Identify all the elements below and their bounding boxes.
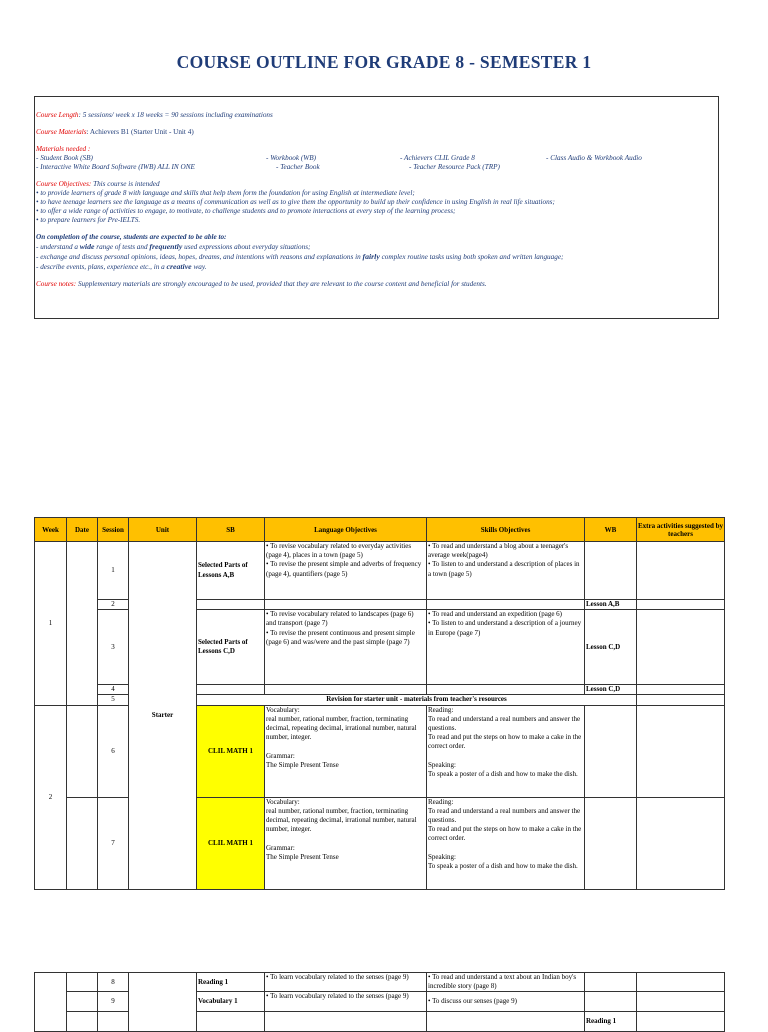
session-cell: 8 — [98, 973, 129, 992]
header-language-objectives: Language Objectives — [265, 518, 427, 542]
skills-objectives-cell: • To read and understand a text about an Indian boy's incredible story (page 8) — [427, 973, 585, 992]
sb-cell — [197, 600, 265, 610]
skills-objectives-cell: Reading: To read and understand a real numbers and answer the questions. To read and put the steps on how to make a cake in the correct order. Speaking: To speak a poster of a dish and how to make the dish. — [427, 797, 585, 889]
wb-cell — [585, 973, 637, 992]
course-notes-text: Supplementary materials are strongly encouraged to be used, provided that they are relevant to the course content and beneficial for students. — [76, 280, 487, 288]
date-cell — [67, 542, 98, 706]
extra-cell — [637, 542, 725, 600]
material-item: - Achievers CLIL Grade 8 — [400, 154, 475, 162]
objective-item: • to prepare learners for Pre-IELTS. — [36, 216, 141, 224]
sb-cell: Selected Parts of Lessons A,B — [197, 542, 265, 600]
language-objectives-cell: Vocabulary: real number, rational number, fraction, terminating decimal, repeating decimal, irrational number, natural number, integer. Grammar: The Simple Present Tense — [265, 705, 427, 797]
extra-cell — [637, 610, 725, 685]
course-objectives: Course Objectives: This course is intended — [36, 180, 160, 188]
wb-cell — [585, 705, 637, 797]
completion-item: - exchange and discuss personal opinions, ideas, hopes, dreams, and intentions with reasons and explanations in fairly complex routine tasks using both spoken and written language; — [36, 252, 564, 261]
extra-cell — [637, 685, 725, 695]
table-row — [35, 973, 725, 992]
session-cell: 4 — [98, 685, 129, 695]
wb-cell: Lesson C,D — [585, 610, 637, 685]
course-materials-label: Course Materials — [36, 128, 87, 136]
extra-cell — [637, 973, 725, 992]
wb-cell — [585, 992, 637, 1012]
date-cell — [67, 992, 98, 1012]
skills-objectives-cell: • To read and understand an expedition (page 6) • To listen to and understand a description of a journey in Europe (page 7) — [427, 610, 585, 685]
material-item: - Student Book (SB) — [36, 154, 93, 162]
language-objectives-cell: • To learn vocabulary related to the senses (page 9) — [265, 973, 427, 992]
wb-cell: Lesson C,D — [585, 685, 637, 695]
language-objectives-cell: • To revise vocabulary related to landscapes (page 6) and transport (page 7) • To revise the present continuous and present simple (page 6) and was/were and the past simple (page 7) — [265, 610, 427, 685]
material-item: - Interactive White Board Software (IWB) ALL IN ONE — [36, 163, 195, 171]
extra-cell — [637, 695, 725, 705]
wb-cell: Lesson A,B — [585, 600, 637, 610]
language-objectives-cell: • To revise vocabulary related to everyday activities (page 4), places in a town (page 5) • To revise the present simple and adverbs of frequency (page 4), quantifiers (page 5) — [265, 542, 427, 600]
session-cell: 1 — [98, 542, 129, 600]
objective-item: • to provide learners of grade 8 with language and skills that help them form the foundation for using English at intermediate level; — [36, 189, 415, 197]
extra-cell — [637, 705, 725, 797]
header-unit: Unit — [129, 518, 197, 542]
date-cell — [67, 797, 98, 889]
language-objectives-cell — [265, 600, 427, 610]
week-cell: 1 — [35, 542, 67, 706]
course-objectives-label: Course Objectives: — [36, 180, 92, 188]
week-cell: 2 — [35, 705, 67, 889]
language-objectives-cell: • To learn vocabulary related to the senses (page 9) — [265, 992, 427, 1012]
skills-objectives-cell — [427, 600, 585, 610]
header-session: Session — [98, 518, 129, 542]
revision-note: Revision for starter unit - materials from teacher's resources — [197, 695, 637, 705]
materials-needed-row-1 — [36, 154, 718, 163]
sb-cell: CLIL MATH 1 — [197, 705, 265, 797]
material-item: - Workbook (WB) — [266, 154, 317, 162]
schedule-table-continued — [34, 972, 725, 1032]
wb-cell — [585, 542, 637, 600]
extra-cell — [637, 992, 725, 1012]
sb-cell: Reading 1 — [197, 973, 265, 992]
material-item: - Teacher Resource Pack (TRP) — [409, 163, 500, 171]
course-notes-label: Course notes: — [36, 280, 77, 288]
header-date: Date — [67, 518, 98, 542]
sb-cell — [197, 685, 265, 695]
schedule-table — [34, 517, 725, 890]
sb-cell: Selected Parts of Lessons C,D — [197, 610, 265, 685]
materials-needed-label: Materials needed : — [36, 145, 91, 153]
page-title: COURSE OUTLINE FOR GRADE 8 - SEMESTER 1 — [176, 52, 592, 72]
material-item: - Class Audio & Workbook Audio — [546, 154, 642, 162]
session-cell: 9 — [98, 992, 129, 1012]
skills-objectives-cell — [427, 1012, 585, 1032]
skills-objectives-cell: • To discuss our senses (page 9) — [427, 992, 585, 1012]
sb-cell: Vocabulary 1 — [197, 992, 265, 1012]
course-info-box — [34, 96, 719, 319]
completion-heading: On completion of the course, students are expected to be able to: — [36, 233, 227, 241]
header-wb: WB — [585, 518, 637, 542]
course-length — [36, 111, 718, 120]
wb-cell: Reading 1 — [585, 1012, 637, 1032]
session-cell: 7 — [98, 797, 129, 889]
course-notes — [36, 280, 718, 289]
date-cell — [67, 1012, 98, 1032]
header-extra-activities: Extra activities suggested by teachers — [637, 518, 725, 542]
extra-cell — [637, 797, 725, 889]
extra-cell — [637, 600, 725, 610]
course-length-label: Course Length — [36, 111, 79, 119]
objective-item: • to have teenage learners see the language as a means of communication as well as to give them the opportunity to build up their confidence in using English in real life situations; — [36, 198, 555, 206]
completion-item: - describe events, plans, experience etc., in a creative way. — [36, 262, 207, 271]
material-item: - Teacher Book — [276, 163, 320, 171]
extra-cell — [637, 1012, 725, 1032]
session-cell — [98, 1012, 129, 1032]
sb-cell: CLIL MATH 1 — [197, 797, 265, 889]
skills-objectives-cell — [427, 685, 585, 695]
sb-cell — [197, 1012, 265, 1032]
course-materials — [36, 128, 718, 137]
skills-objectives-cell: • To read and understand a blog about a teenager's average week(page4) • To listen to and understand a description of places in a town (page 5) — [427, 542, 585, 600]
objective-item: • to offer a wide range of activities to engage, to motivate, to challenge students and to promote interactions at every step of the learning process; — [36, 207, 456, 215]
table-header-row — [35, 518, 725, 542]
date-cell — [67, 973, 98, 992]
session-cell: 2 — [98, 600, 129, 610]
language-objectives-cell: Vocabulary: real number, rational number, fraction, terminating decimal, repeating decimal, irrational number, natural number, integer. Grammar: The Simple Present Tense — [265, 797, 427, 889]
unit-cell: Starter — [129, 542, 197, 890]
header-skills-objectives: Skills Objectives — [427, 518, 585, 542]
date-cell — [67, 705, 98, 797]
completion-item: - understand a wide range of tests and frequently used expressions about everyday situations; — [36, 242, 311, 251]
header-sb: SB — [197, 518, 265, 542]
week-cell — [35, 973, 67, 1032]
language-objectives-cell — [265, 685, 427, 695]
materials-needed-row-2 — [36, 163, 718, 172]
course-length-text: : 5 sessions/ week x 18 weeks = 90 sessions including examinations — [78, 111, 273, 119]
language-objectives-cell — [265, 1012, 427, 1032]
skills-objectives-cell: Reading: To read and understand a real numbers and answer the questions. To read and put the steps on how to make a cake in the correct order. Speaking: To speak a poster of a dish and how to make the dish. — [427, 705, 585, 797]
session-cell: 3 — [98, 610, 129, 685]
session-cell: 5 — [98, 695, 129, 705]
session-cell: 6 — [98, 705, 129, 797]
wb-cell — [585, 797, 637, 889]
course-materials-text: : Achievers B1 (Starter Unit - Unit 4) — [86, 128, 194, 136]
table-row — [35, 542, 725, 600]
unit-cell — [129, 973, 197, 1032]
header-week: Week — [35, 518, 67, 542]
